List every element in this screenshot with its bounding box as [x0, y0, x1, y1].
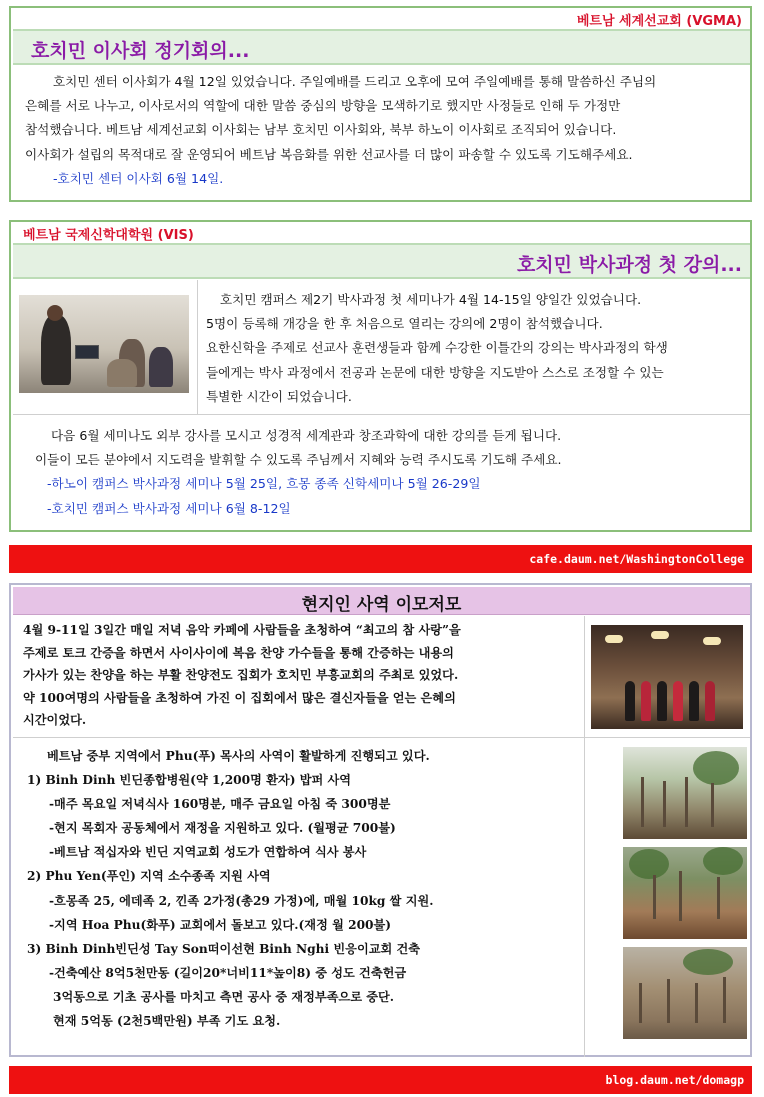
text-line: 참석했습니다. 베트남 세계선교회 이사회는 남부 호치민 이사회와, 북부 하노이 이사회로 조직되어 있습니다.: [25, 122, 617, 138]
divider: [584, 616, 585, 1057]
text-line: 은혜를 서로 나누고, 이사로서의 역할에 대한 말씀 중심의 방향을 모색하기로 했지만 사정들로 인해 두 가정만: [25, 98, 621, 114]
vis-doctoral-section: [9, 220, 752, 532]
list-heading: 3) Binh Dinh빈딘성 Tay Son떠이선현 Binh Nghi 빈응이교회 건축: [27, 941, 421, 956]
list-item: -현지 목회자 공동체에서 재정을 지원하고 있다. (월평균 700불): [49, 821, 396, 836]
text-line: 시간이었다.: [23, 713, 87, 728]
schedule-note: -호치민 캠퍼스 박사과정 세미나 6월 8-12일: [47, 500, 291, 516]
vgma-board-meeting-section: [9, 6, 752, 202]
text-line: 베트남 중부 지역에서 Phu(푸) 목사의 사역이 활발하게 진행되고 있다.: [47, 749, 430, 763]
text-line: 호치민 센터 이사회가 4월 12일 있었습니다. 주일예배를 드리고 오후에 모여 주일예배를 통해 말씀하신 주님의: [53, 74, 657, 89]
text-line: 가사가 있는 찬양을 하는 부활 찬양전도 집회가 호치민 부흥교회의 주최로 있었다.: [23, 668, 459, 683]
text-line: 4월 9-11일 3일간 매일 저녁 음악 카페에 사람들을 초청하여 “최고의 참 사랑”을: [23, 623, 461, 637]
organization-label: 베트남 세계선교회 (VGMA): [576, 14, 742, 29]
divider: [13, 414, 750, 415]
local-ministry-section: [9, 583, 752, 1057]
text-line: 5명이 등록해 개강을 한 후 처음으로 열리는 강의에 2명이 참석했습니다.: [206, 316, 603, 332]
text-line: 호치민 캠퍼스 제2기 박사과정 첫 세미나가 4월 14-15일 양일간 있었습니다.: [220, 292, 642, 307]
central-vietnam-ministry: [23, 744, 583, 1033]
text-line: 요한신학을 주제로 선교사 훈련생들과 함께 수강한 이틀간의 강의는 박사과정의 학생: [206, 340, 668, 356]
text-line: 들에게는 박사 과정에서 전공과 논문에 대한 방향을 지도받아 스스로 조정할 수 있는: [206, 364, 664, 380]
blog-link[interactable]: blog.daum.net/domagp: [605, 1073, 744, 1087]
construction-photo: [623, 747, 747, 839]
construction-photo: [623, 847, 747, 939]
concert-report: [23, 619, 583, 732]
section-title-bar: [13, 243, 750, 279]
section-title-bar: [13, 587, 750, 615]
footer-bar: [9, 545, 752, 573]
footer-bar: [9, 1066, 752, 1094]
schedule-note: -호치민 센터 이사회 6월 14일.: [53, 170, 224, 186]
list-item: 3억동으로 기초 공사를 마치고 측면 공사 중 재정부족으로 중단.: [53, 989, 394, 1004]
text-line: 이사회가 설립의 목적대로 잘 운영되어 베트남 복음화를 위한 선교사를 더 많이 파송할 수 있도록 기도해주세요.: [25, 146, 633, 162]
upcoming-seminars: [29, 424, 744, 521]
list-item: 현재 5억동 (2천5백만원) 부족 기도 요청.: [53, 1014, 281, 1029]
section-title: 호치민 박사과정 첫 강의...: [516, 254, 742, 276]
seminar-report: [197, 280, 746, 415]
concert-photo: [591, 625, 743, 729]
section-title: 호치민 이사회 정기회의...: [31, 40, 250, 62]
text-line: 특별한 시간이 되었습니다.: [206, 388, 352, 404]
organization-label: 베트남 국제신학대학원 (VIS): [23, 228, 194, 243]
section-title: 현지인 사역 이모저모: [301, 595, 462, 615]
text-line: 주제로 토크 간증을 하면서 사이사이에 복음 찬양 가수들을 통해 간증하는 내용의: [23, 645, 454, 660]
seminar-photo: [19, 295, 189, 393]
divider: [13, 737, 750, 738]
article-body: [25, 70, 743, 191]
text-line: 약 100여명의 사람들을 초청하여 가진 이 집회에서 많은 결신자들을 얻는 은혜의: [23, 690, 456, 705]
construction-photo: [623, 947, 747, 1039]
text-line: 이들이 모든 분야에서 지도력을 발휘할 수 있도록 주님께서 지혜와 능력 주시도록 기도해 주세요.: [35, 452, 562, 468]
list-item: -건축예산 8억5천만동 (길이20*너비11*높이8) 중 성도 건축헌금: [49, 965, 407, 980]
list-item: -베트남 적십자와 빈딘 지역교회 성도가 연합하여 식사 봉사: [49, 845, 367, 860]
text-line: 다음 6월 세미나도 외부 강사를 모시고 성경적 세계관과 창조과학에 대한 강의를 듣게 됩니다.: [51, 428, 562, 443]
schedule-note: -하노이 캠퍼스 박사과정 세미나 5월 25일, 흐몽 종족 신학세미나 5월 26-29일: [47, 476, 481, 492]
section-title-bar: [13, 29, 750, 65]
list-heading: 2) Phu Yen(푸인) 지역 소수종족 지원 사역: [27, 869, 271, 884]
list-item: -흐몽족 25, 에데족 2, 낀족 2가정(총29 가정)에, 매월 10kg 쌀 지원.: [49, 893, 434, 908]
list-item: -지역 Hoa Phu(화푸) 교회에서 돌보고 있다.(재정 월 200불): [49, 917, 392, 932]
list-item: -매주 목요일 저녁식사 160명분, 매주 금요일 아침 죽 300명분: [49, 797, 391, 812]
cafe-link[interactable]: cafe.daum.net/WashingtonCollege: [529, 552, 744, 566]
list-heading: 1) Binh Dinh 빈딘종합병원(약 1,200명 환자) 밥퍼 사역: [27, 773, 352, 788]
